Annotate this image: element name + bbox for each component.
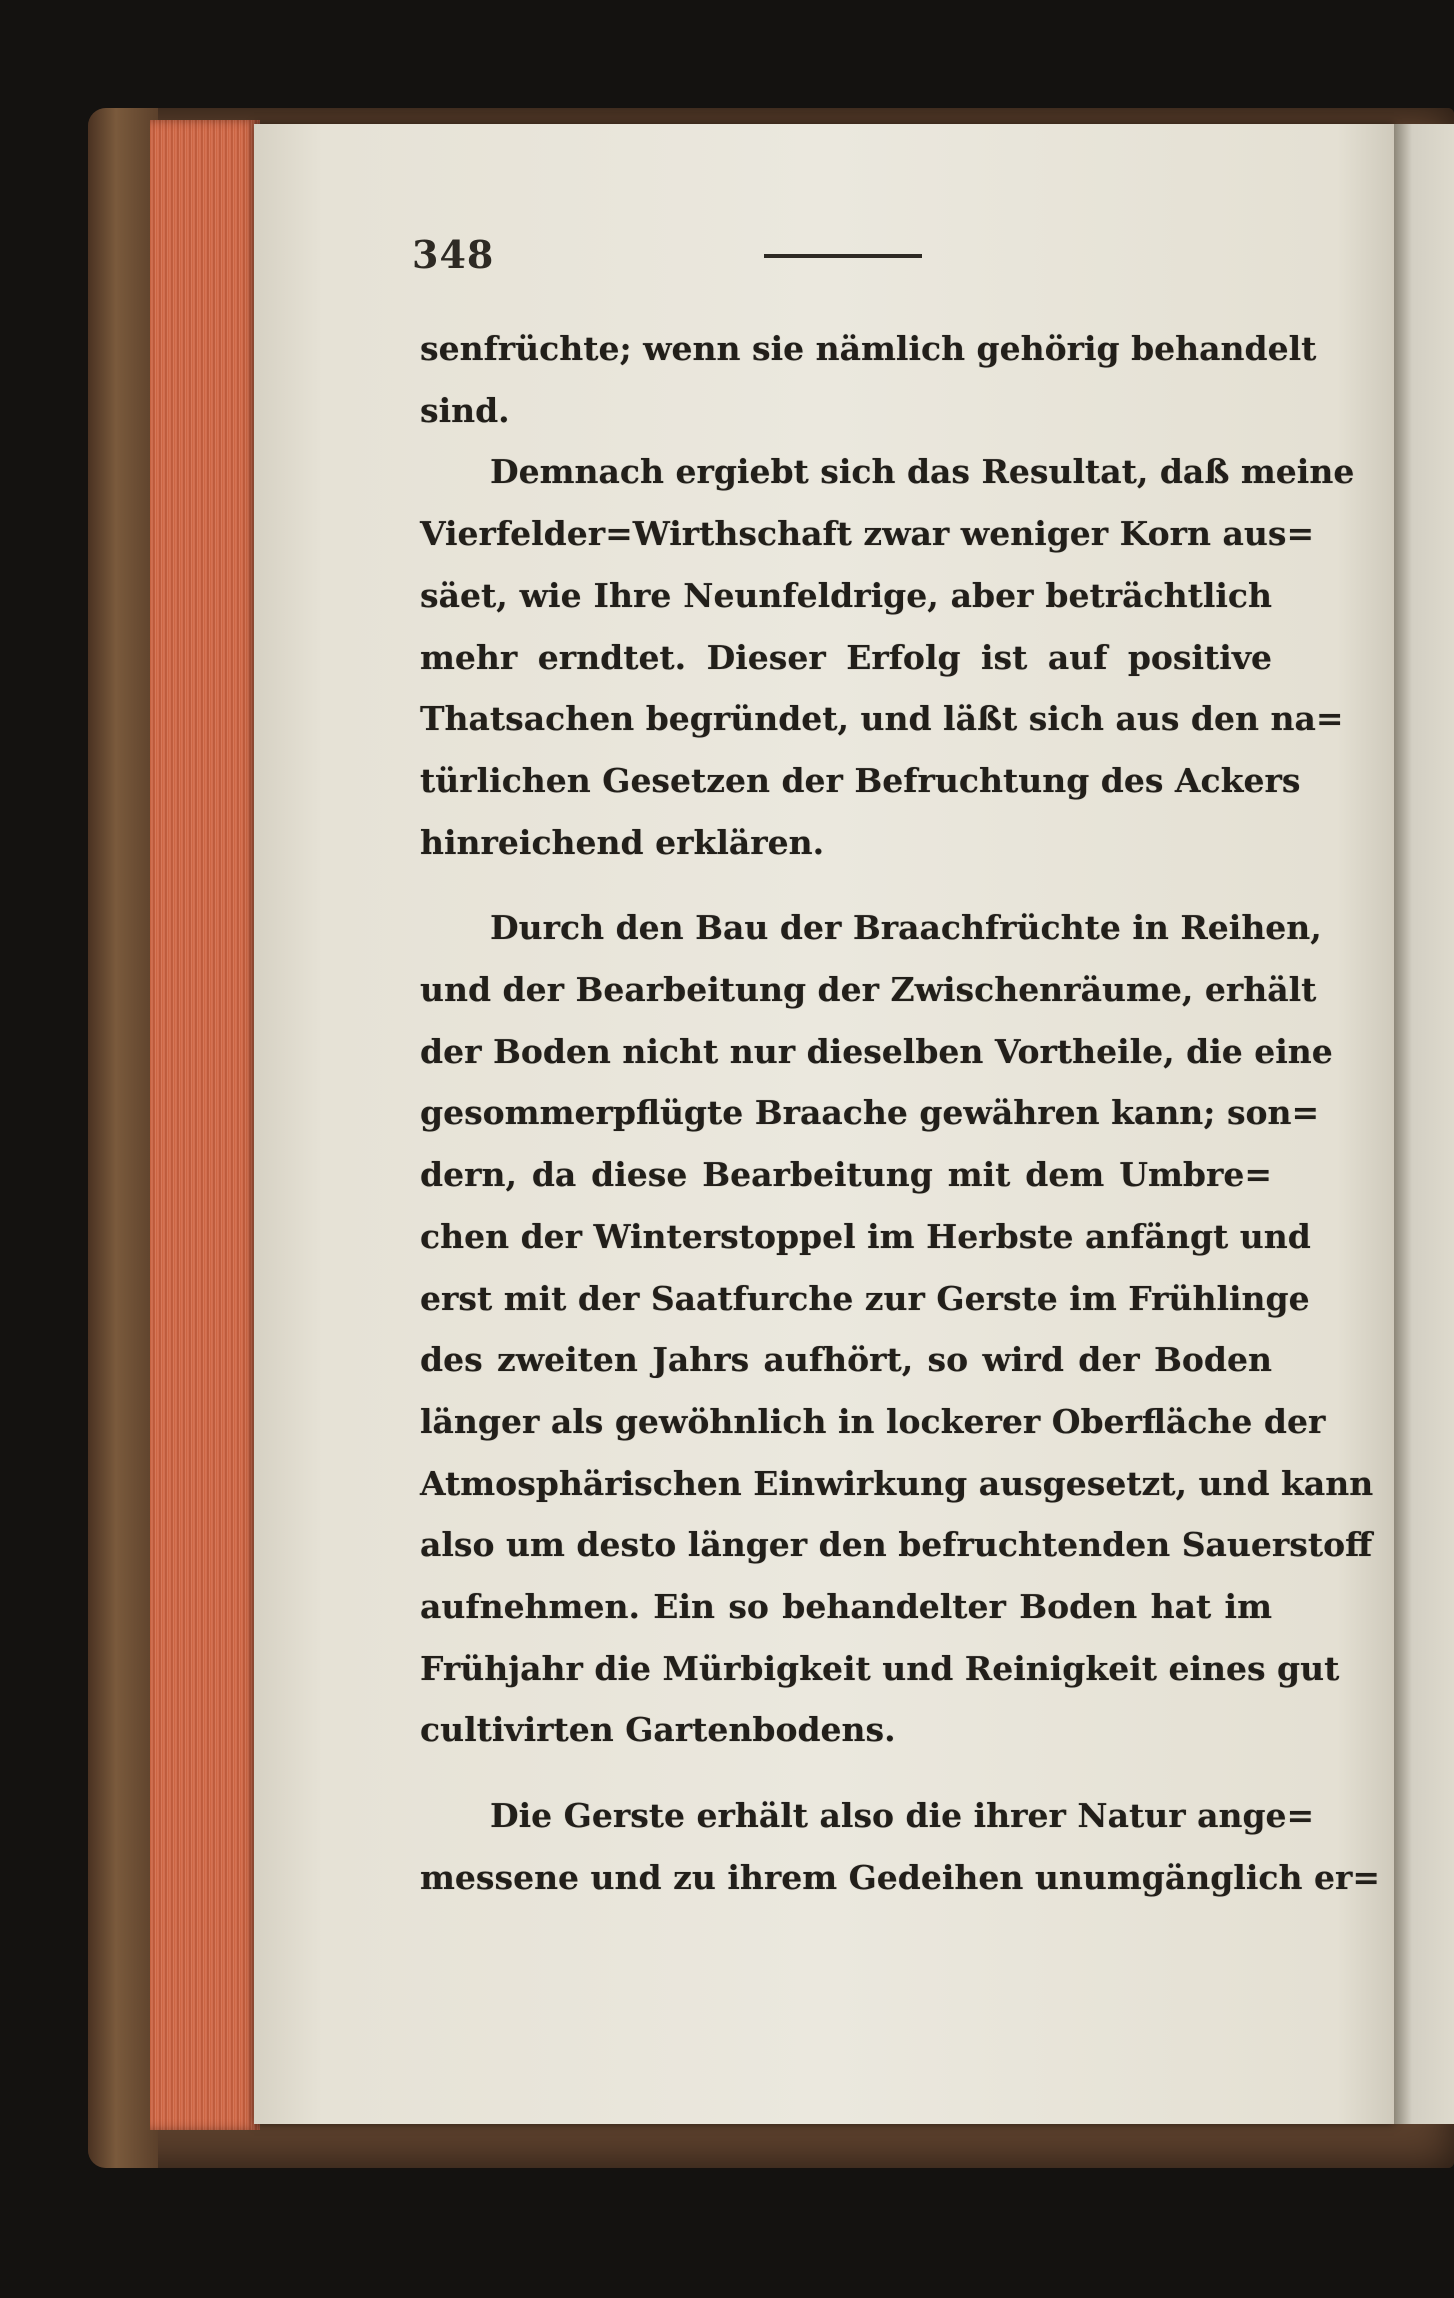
text-line: und der Bearbeitung der Zwischenräume, erhält (420, 970, 1317, 1010)
text-line: senfrüchte; wenn sie nämlich gehörig behandelt (420, 329, 1317, 368)
text-line: des zweiten Jahrs aufhört, so wird der Boden (420, 1340, 1272, 1380)
text-line: türlichen Gesetzen der Befruchtung des Ackers (420, 760, 1301, 800)
text-line: Thatsachen begründet, und läßt sich aus den na= (420, 699, 1344, 739)
text-line: Durch den Bau der Braachfrüchte in Reihen, (490, 908, 1322, 948)
text-line: chen der Winterstoppel im Herbste anfängt und (420, 1216, 1311, 1256)
text-line: der Boden nicht nur dieselben Vortheile, die eine (420, 1031, 1333, 1071)
text-line: hinreichend erklären. (420, 822, 825, 862)
book-spine-edge (88, 108, 158, 2168)
text-line: Vierfelder=Wirthschaft zwar weniger Korn aus= (420, 514, 1315, 554)
text-line: sind. (420, 390, 510, 430)
page-number: 348 (412, 232, 495, 277)
paragraph-gap (420, 873, 1272, 897)
text-line: Die Gerste erhält also die ihrer Natur ange= (490, 1796, 1315, 1836)
header-rule (764, 254, 922, 258)
text-line: dern, da diese Bearbeitung mit dem Umbre= (420, 1155, 1272, 1195)
text-line: säet, wie Ihre Neunfeldrige, aber beträchtlich (420, 575, 1272, 615)
text-line: länger als gewöhnlich in lockerer Oberfläche der (420, 1401, 1326, 1441)
text-line: also um desto länger den befruchtenden Sauerstoff (420, 1525, 1373, 1565)
facing-page-edge (1394, 124, 1454, 2124)
text-line: messene und zu ihrem Gedeihen unumgänglich er= (420, 1857, 1380, 1897)
text-line: aufnehmen. Ein so behandelter Boden hat im (420, 1587, 1272, 1627)
text-line: cultivirten Gartenbodens. (420, 1710, 896, 1750)
text-line: Frühjahr die Mürbigkeit und Reinigkeit eines gut (420, 1648, 1340, 1688)
text-line: Demnach ergiebt sich das Resultat, daß meine (490, 452, 1355, 492)
text-line: erst mit der Saatfurche zur Gerste im Frühlinge (420, 1278, 1310, 1318)
text-line: gesommerpflügte Braache gewähren kann; son= (420, 1093, 1320, 1133)
body-text (420, 318, 1380, 1909)
page-edges (150, 120, 260, 2130)
paragraph-gap (420, 1761, 1272, 1785)
text-line: mehr erndtet. Dieser Erfolg ist auf positive (420, 637, 1272, 677)
text-line: Atmosphärischen Einwirkung ausgesetzt, und kann (420, 1463, 1374, 1503)
page-header (412, 232, 1232, 277)
